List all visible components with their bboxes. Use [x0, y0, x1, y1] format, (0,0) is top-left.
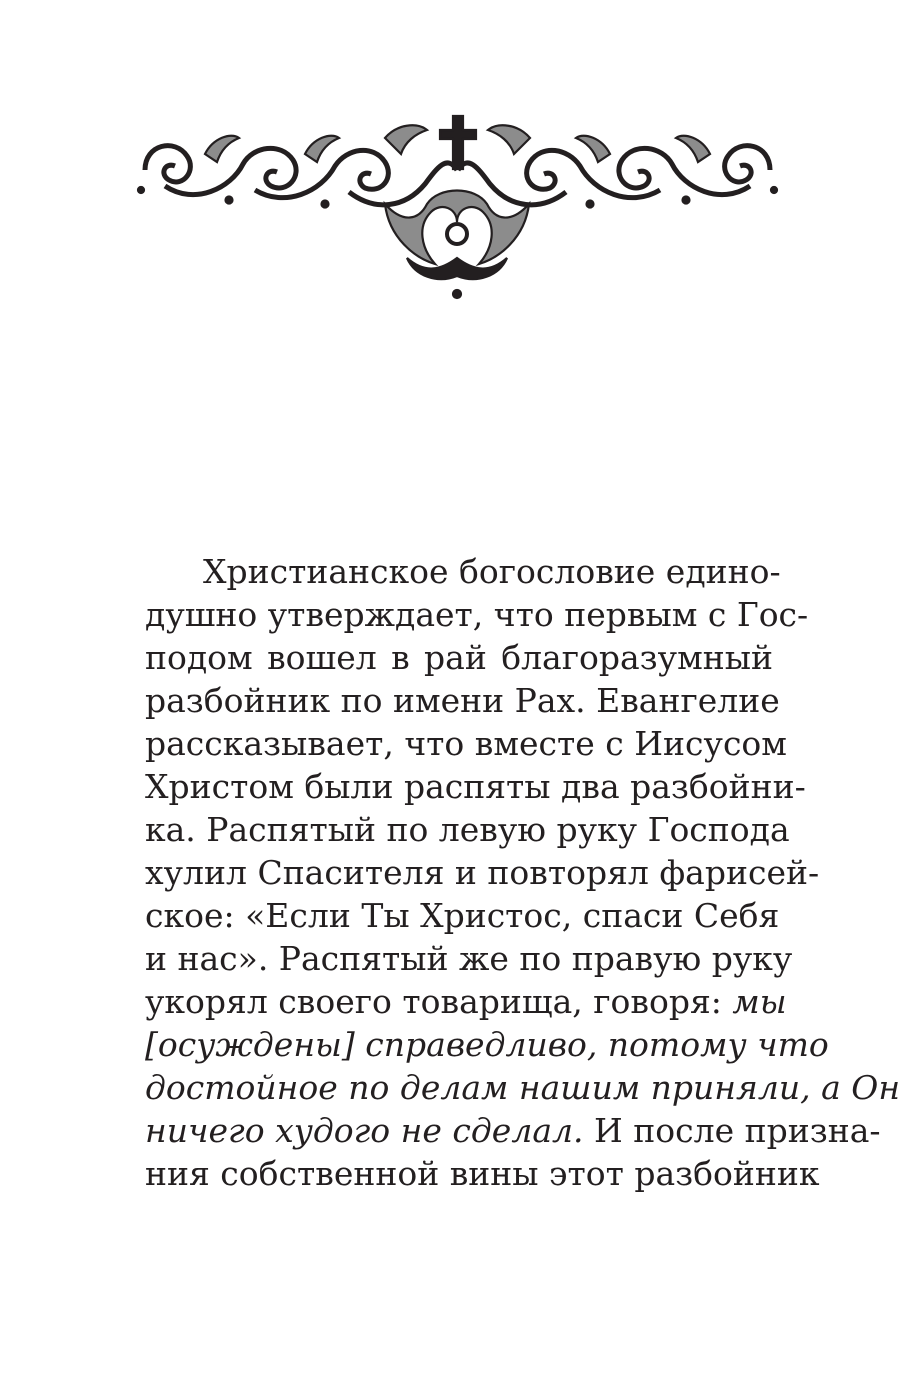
- text-line: [145, 679, 780, 722]
- text-line: [145, 1109, 881, 1152]
- text-run: хулил Спасителя и повторял фарисей-: [145, 853, 820, 892]
- italic-quote-text: мы: [732, 982, 787, 1021]
- text-run: Христианское богословие едино-: [203, 552, 781, 591]
- text-line: [145, 980, 787, 1023]
- text-line: [145, 937, 793, 980]
- text-run: и нас». Распятый же по правую руку: [145, 939, 793, 978]
- text-run: рассказывает, что вместе с Иисусом: [145, 724, 787, 763]
- text-line: [145, 808, 790, 851]
- text-line: [145, 1023, 829, 1066]
- text-line: [145, 851, 820, 894]
- italic-quote-text: ничего худого не сделал.: [145, 1111, 584, 1150]
- text-run: ское: «Если Ты Христос, спаси Себя: [145, 896, 780, 935]
- text-line: [145, 722, 787, 765]
- text-run: укорял своего товарища, говоря:: [145, 982, 733, 1021]
- text-run: И после призна-: [583, 1111, 881, 1150]
- text-run: душно утверждает, что первым с Гос-: [145, 595, 809, 634]
- text-line: [145, 636, 773, 679]
- text-run: Христом были распяты два разбойни-: [145, 767, 806, 806]
- text-line: [145, 550, 781, 593]
- text-line: [145, 593, 809, 636]
- cross-ornament-icon: [135, 108, 780, 303]
- text-run: ния собственной вины этот разбойник: [145, 1154, 820, 1193]
- italic-quote-text: достойное по делам нашим приняли, а Он: [145, 1068, 901, 1107]
- text-line: [145, 1152, 820, 1195]
- text-line: [145, 894, 780, 937]
- text-run: разбойник по имени Рах. Евангелие: [145, 681, 780, 720]
- text-line: [145, 765, 806, 808]
- text-line: [145, 1066, 901, 1109]
- text-run: ка. Распятый по левую руку Господа: [145, 810, 790, 849]
- body-paragraph: [145, 550, 901, 1195]
- text-run: подом вошел в рай благоразумный: [145, 638, 773, 677]
- italic-quote-text: [осуждены] справедливо, потому что: [145, 1025, 829, 1064]
